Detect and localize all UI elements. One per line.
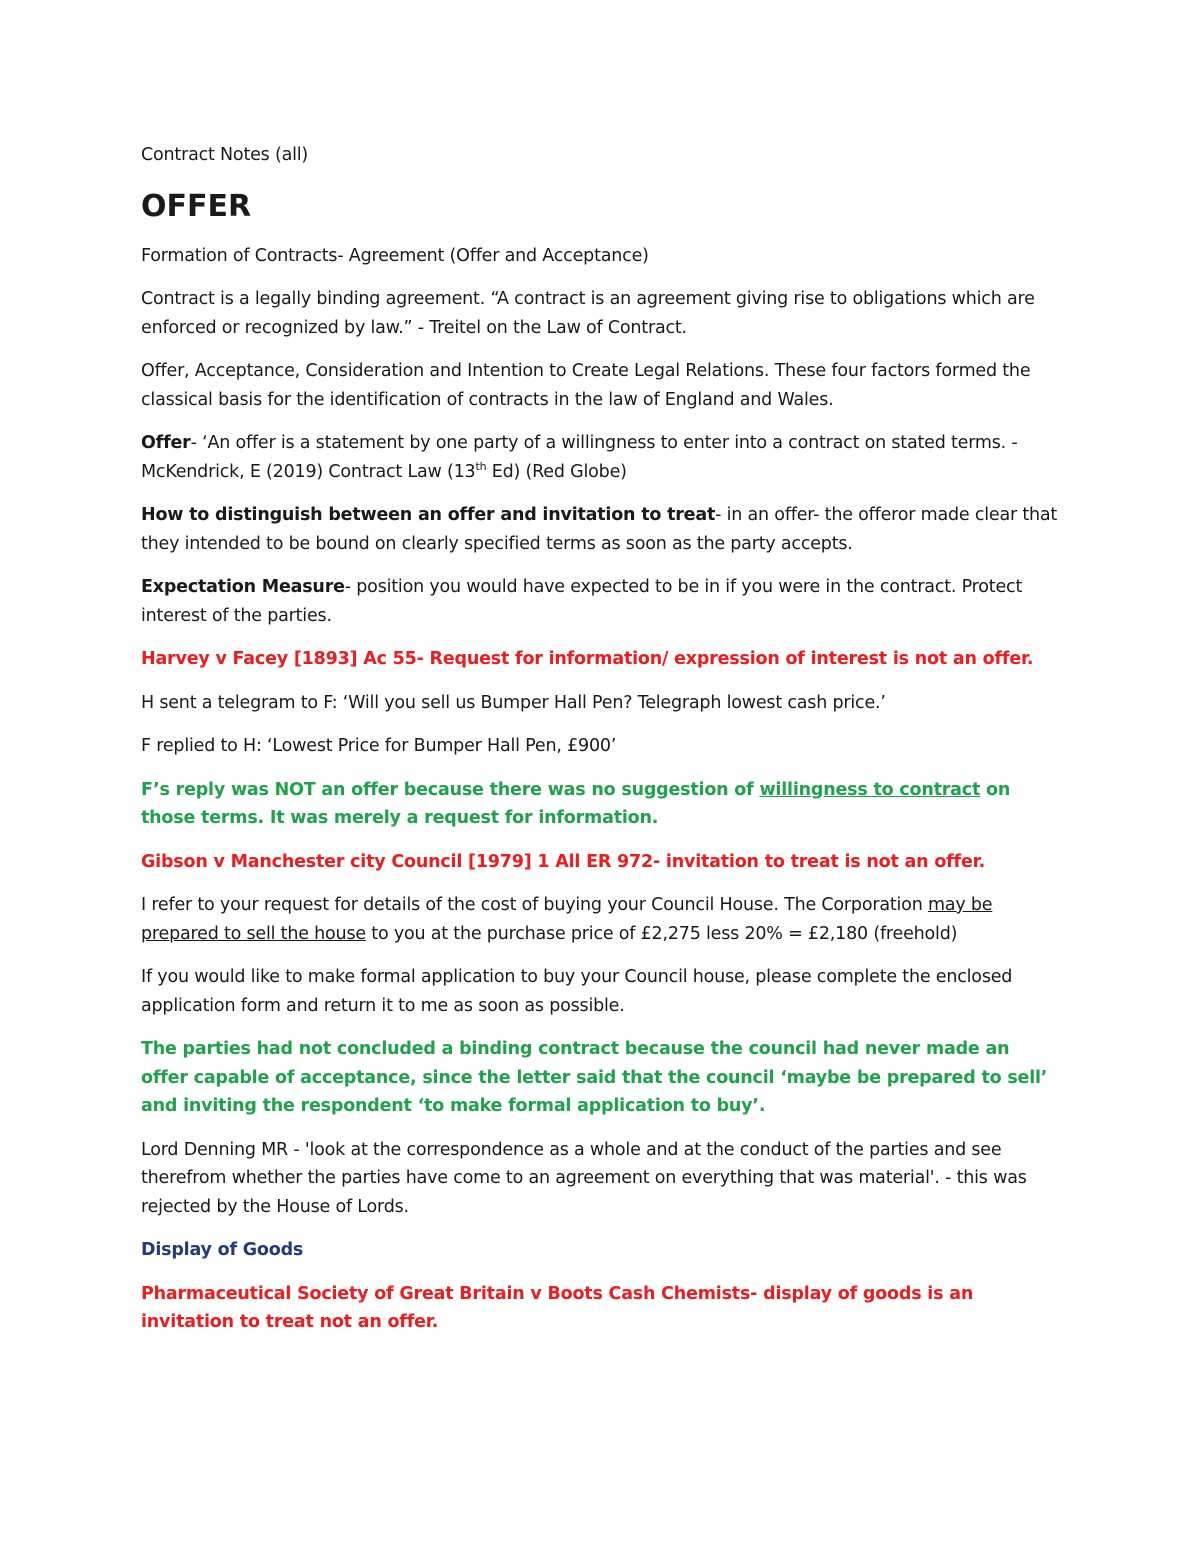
gibson-held-paragraph: The parties had not concluded a binding contract because the council had never made an offer capable of acceptance, since the letter said that the council ‘maybe be prepared to sell’ and inviting the respondent ‘to make formal application to buy’. <box>141 1039 1048 1116</box>
distinguish-paragraph <box>141 501 1060 558</box>
gibson-letter-paragraph-2: If you would like to make formal application to buy your Council house, please complete the enclosed application form and return it to me as soon as possible. <box>141 967 1013 1016</box>
denning-paragraph: Lord Denning MR - 'look at the correspondence as a whole and at the conduct of the parties and see therefrom whether the parties have come to an agreement on everything that was material'. - this was rejected by the House of Lords. <box>141 1139 1027 1217</box>
harvey-held-text-after: on those terms. It was merely a request for information. <box>141 779 1011 828</box>
harvey-telegram-paragraph: H sent a telegram to F: ‘Will you sell us Bumper Hall Pen? Telegraph lowest cash price.’ <box>141 692 886 713</box>
formation-paragraph: Formation of Contracts- Agreement (Offer and Acceptance) <box>141 245 649 266</box>
section-heading-offer: OFFER <box>141 188 252 224</box>
offer-label: Offer <box>141 433 191 453</box>
offer-definition-paragraph <box>141 429 1060 486</box>
boots-case-heading: Pharmaceutical Society of Great Britain v Boots Cash Chemists- display of goods is an invitation to treat not an offer. <box>141 1283 974 1332</box>
gibson-letter-underlined: may be prepared to sell the house <box>141 895 993 944</box>
distinguish-label: How to distinguish between an offer and invitation to treat <box>141 505 716 525</box>
expectation-paragraph <box>141 573 1060 630</box>
harvey-held-text-before: F’s reply was NOT an offer because there was no suggestion of <box>141 779 760 800</box>
harvey-held-paragraph <box>141 776 1060 833</box>
expectation-text: - position you would have expected to be in if you were in the contract. Protect interest of the parties. <box>141 577 1023 626</box>
four-factors-paragraph: Offer, Acceptance, Consideration and Intention to Create Legal Relations. These four factors formed the classical basis for the identification of contracts in the law of England and Wales. <box>141 361 1031 410</box>
gibson-case-heading: Gibson v Manchester city Council [1979] 1 All ER 972- invitation to treat is not an offer. <box>141 851 986 872</box>
offer-definition-text: - ‘An offer is a statement by one party of a willingness to enter into a contract on stated terms. - McKendrick, E (2019) Contract Law (13 <box>141 433 1018 482</box>
harvey-case-heading: Harvey v Facey [1893] Ac 55- Request for information/ expression of interest is not an offer. <box>141 649 1034 669</box>
document-title: Contract Notes (all) <box>141 145 309 165</box>
distinguish-text: - in an offer- the offeror made clear that they intended to be bound on clearly specified terms as soon as the party accepts. <box>141 505 1058 554</box>
contract-definition-paragraph: Contract is a legally binding agreement. “A contract is an agreement giving rise to obligations which are enforced or recognized by law.” - Treitel on the Law of Contract. <box>141 289 1035 338</box>
edition-superscript: th <box>475 459 487 473</box>
harvey-reply-paragraph: F replied to H: ‘Lowest Price for Bumper Hall Pen, £900’ <box>141 736 617 756</box>
display-of-goods-heading: Display of Goods <box>141 1240 304 1260</box>
offer-definition-source: Ed) (Red Globe) <box>486 461 627 482</box>
gibson-letter-text-before: I refer to your request for details of the cost of buying your Council House. The Corporation <box>141 895 928 915</box>
gibson-letter-paragraph-1 <box>141 891 1060 948</box>
expectation-label: Expectation Measure <box>141 577 345 597</box>
gibson-letter-text-after: to you at the purchase price of £2,275 less 20% = £2,180 (freehold) <box>365 923 958 944</box>
harvey-held-underlined: willingness to contract <box>759 779 981 800</box>
